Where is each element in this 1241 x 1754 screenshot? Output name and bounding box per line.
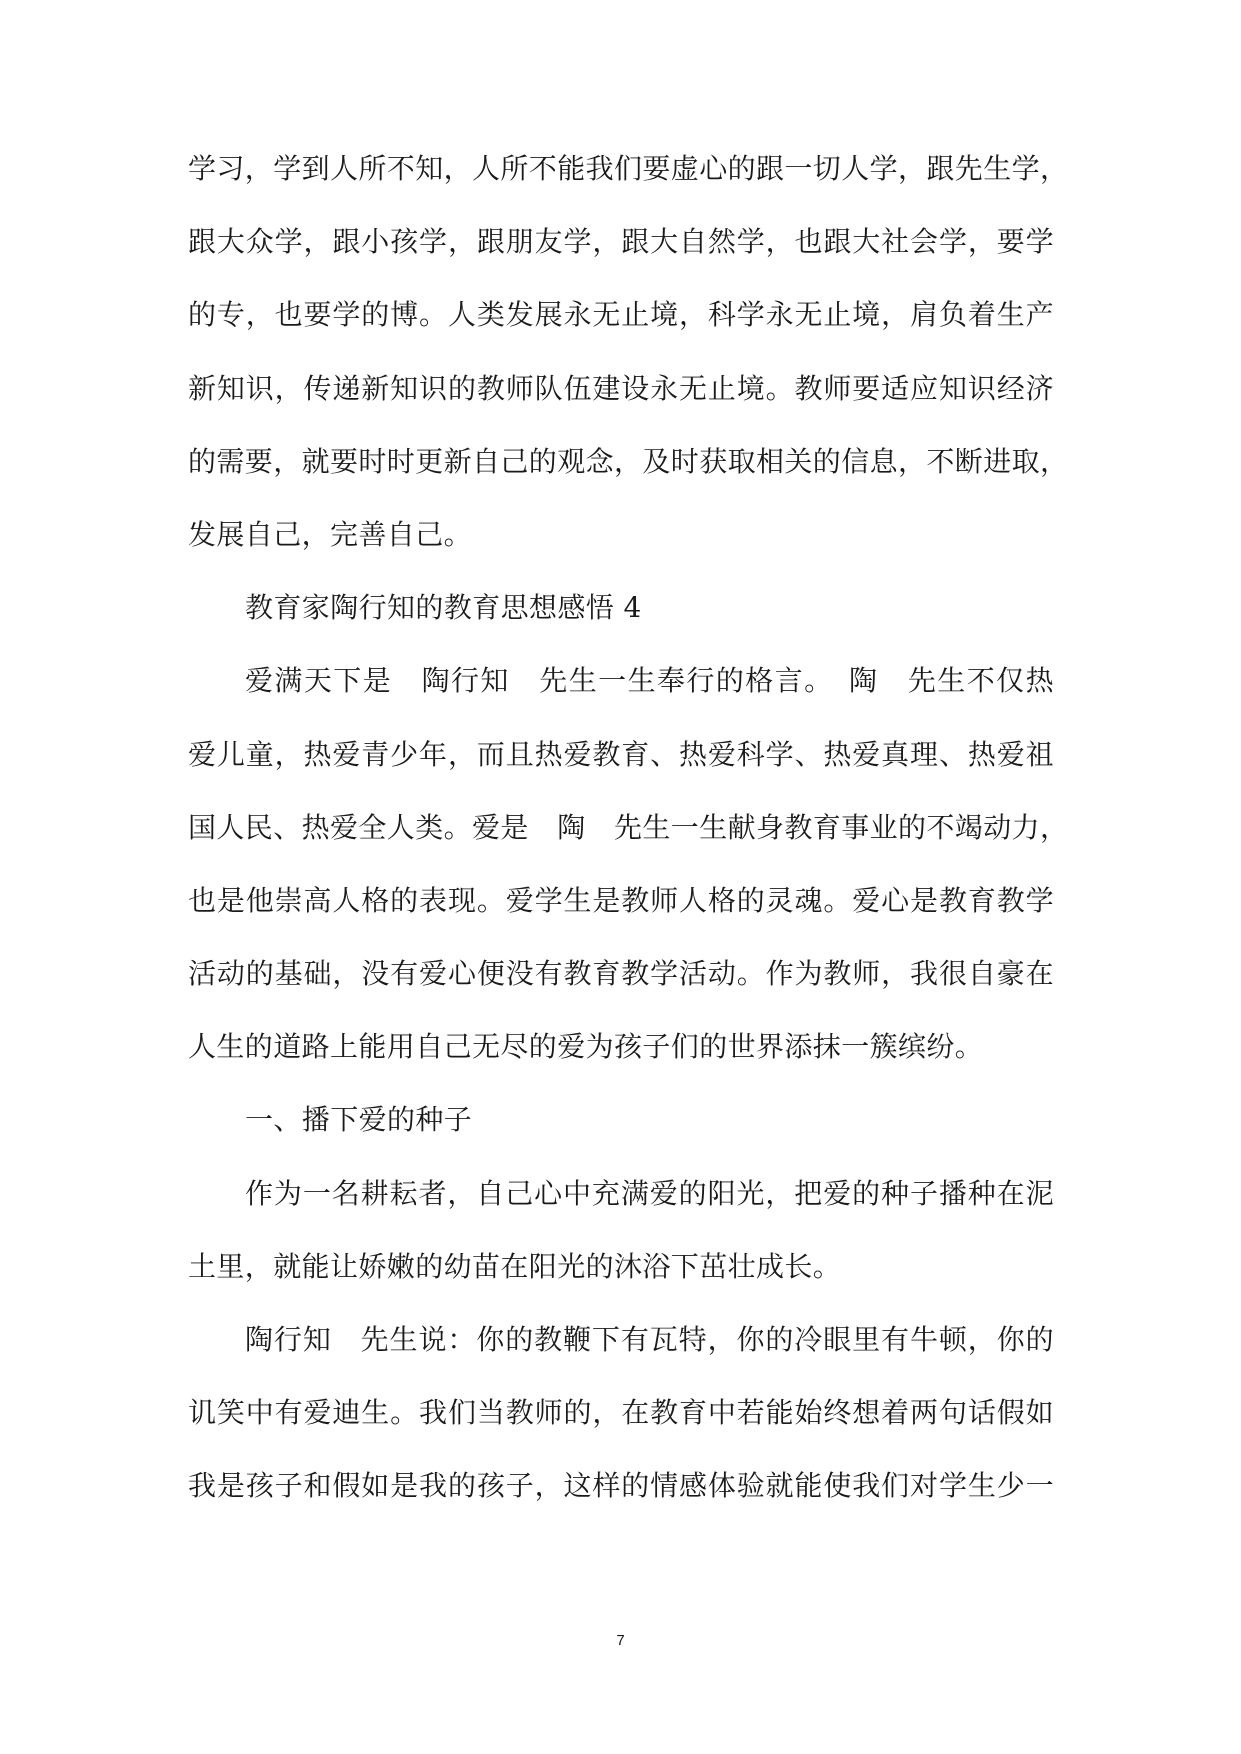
text-line: 爱儿童，热爱青少年，而且热爱教育、热爱科学、热爱真理、热爱祖 (188, 737, 1054, 771)
text-line: 国人民、热爱全人类。爱是 陶 先生一生献身教育事业的不竭动力， (188, 810, 1069, 844)
text-line: 新知识，传递新知识的教师队伍建设永无止境。教师要适应知识经济 (188, 371, 1054, 405)
body-text (188, 132, 1069, 1523)
page-number: 7 (616, 1632, 625, 1649)
section-heading: 教育家陶行知的教育思想感悟 4 (245, 591, 642, 625)
text-line: 发展自己，完善自己。 (188, 517, 473, 551)
text-line: 讥笑中有爱迪生。我们当教师的，在教育中若能始终想着两句话假如 (188, 1396, 1054, 1430)
text-line: 的专，也要学的博。人类发展永无止境，科学永无止境，肩负着生产 (188, 298, 1054, 332)
text-line: 土里，就能让娇嫩的幼苗在阳光的沐浴下茁壮成长。 (188, 1249, 842, 1283)
text-line: 陶行知 先生说：你的教鞭下有瓦特，你的冷眼里有牛顿，你的 (245, 1323, 1054, 1356)
text-line: 活动的基础，没有爱心便没有教育教学活动。作为教师，我很自豪在 (188, 957, 1054, 991)
subsection-heading: 一、播下爱的种子 (245, 1103, 473, 1137)
text-line: 作为一名耕耘者，自己心中充满爱的阳光，把爱的种子播种在泥 (245, 1176, 1054, 1210)
text-line: 跟大众学，跟小孩学，跟朋友学，跟大自然学，也跟大社会学，要学 (188, 225, 1054, 259)
text-line: 爱满天下是 陶行知 先生一生奉行的格言。 陶 先生不仅热 (245, 664, 1054, 698)
text-line: 我是孩子和假如是我的孩子，这样的情感体验就能使我们对学生少一 (188, 1469, 1054, 1503)
text-line: 学习，学到人所不知，人所不能我们要虚心的跟一切人学，跟先生学， (188, 152, 1069, 185)
text-line: 也是他崇高人格的表现。爱学生是教师人格的灵魂。爱心是教育教学 (188, 883, 1054, 917)
text-line: 人生的道路上能用自己无尽的爱为孩子们的世界添抹一簇缤纷。 (188, 1030, 984, 1064)
text-line: 的需要，就要时时更新自己的观念，及时获取相关的信息，不断进取， (188, 444, 1069, 478)
